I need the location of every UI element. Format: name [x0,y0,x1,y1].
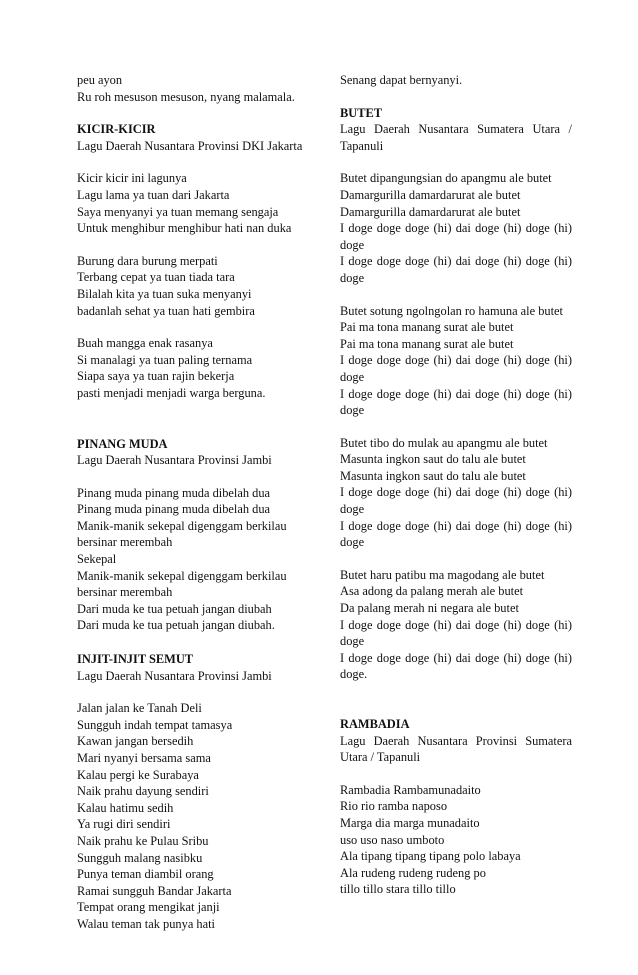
lyric-line: Butet sotung ngolngolan ro hamuna ale butet [340,303,563,318]
lyric-line: Manik-manik sekepal digenggam berkilau [77,568,287,583]
lyric-line: Butet haru patibu ma magodang ale butet [340,567,545,582]
lyric-line: Kalau hatimu sedih [77,800,174,815]
lyric-line: Mari nyanyi bersama sama [77,751,211,765]
song-subtitle: Lagu Daerah Nusantara Provinsi Sumatera Utara / Tapanuli [340,733,572,765]
lyric-line: Ru roh mesuson mesuson, nyang malamala. [77,89,295,104]
lyric-line: Walau teman tak punya hati [77,916,216,931]
song-title-injit-injit-semut: INJIT-INJIT SEMUT [77,652,194,667]
lyric-line: Butet tibo do mulak au apangmu ale butet [340,435,548,450]
left-column [77,72,313,933]
lyric-line: Butet dipangungsian do apangmu ale butet [340,171,552,186]
song-subtitle: Lagu Daerah Nusantara Provinsi DKI Jakarta [77,138,303,153]
lyric-line: Siapa saya ya tuan rajin bekerja [77,369,235,384]
lyric-line: Marga dia marga munadaito [340,815,480,830]
lyric-line: Ala rudeng rudeng rudeng po [340,865,486,880]
lyric-line: Rio rio ramba naposo [340,799,448,814]
lyric-line: I doge doge doge (hi) dai doge (hi) doge (hi) doge [340,353,572,384]
lyric-line: Pai ma tona manang surat ale butet [340,336,514,351]
lyric-line: Kalau pergi ke Surabaya [77,767,199,782]
lyric-line: Ramai sungguh Bandar Jakarta [77,883,232,898]
lyric-line: peu ayon [77,73,123,87]
right-column [340,72,572,898]
song-title-butet: BUTET [340,105,383,120]
lyric-line: Masunta ingkon saut do talu ale butet [340,452,526,467]
song-subtitle: Lagu Daerah Nusantara Provinsi Jambi [77,668,272,683]
lyric-line: bersinar merembah [77,585,173,600]
lyric-line: Sungguh indah tempat tamasya [77,717,233,732]
song-title-pinang-muda: PINANG MUDA [77,436,168,451]
lyric-line: tillo tillo stara tillo tillo [340,882,456,897]
lyric-line: I doge doge doge (hi) dai doge (hi) doge (hi) doge. [340,650,572,682]
song-title-kicir-kicir: KICIR-KICIR [77,122,156,137]
lyric-line: Damargurilla damardarurat ale butet [340,187,521,202]
lyric-line: Pai ma tona manang surat ale butet [340,320,514,335]
lyric-line: Untuk menghibur menghibur hati nan duka [77,221,292,236]
lyric-line: Saya menyanyi ya tuan memang sengaja [77,204,279,219]
song-title-rambadia: RAMBADIA [340,717,410,731]
lyric-line: Bilalah kita ya tuan suka menyanyi [77,286,252,301]
lyric-line: Tempat orang mengikat janji [77,900,220,915]
lyric-line: badanlah sehat ya tuan hati gembira [77,303,255,318]
lyric-line: I doge doge doge (hi) dai doge (hi) doge (hi) doge [340,617,572,649]
lyric-line: I doge doge doge (hi) dai doge (hi) doge (hi) doge [340,254,572,285]
lyric-line: pasti menjadi menjadi warga berguna. [77,385,266,400]
lyric-line: Dari muda ke tua petuah jangan diubah [77,601,272,616]
lyric-line: Kicir kicir ini lagunya [77,171,187,186]
lyric-line: Punya teman diambil orang [77,867,214,882]
song-subtitle: Lagu Daerah Nusantara Sumatera Utara / Tapanuli [340,122,572,153]
lyric-line: Burung dara burung merpati [77,253,218,268]
lyric-line: Senang dapat bernyanyi. [340,73,463,87]
lyric-line: Kawan jangan bersedih [77,734,194,749]
lyric-line: Manik-manik sekepal digenggam berkilau [77,518,287,533]
lyric-line: Sungguh malang nasibku [77,850,203,865]
lyric-line: Naik prahu ke Pulau Sribu [77,833,209,848]
lyric-line: Damargurilla damardarurat ale butet [340,204,521,219]
lyric-line: Terbang cepat ya tuan tiada tara [77,270,235,285]
lyric-line: I doge doge doge (hi) dai doge (hi) doge (hi) doge [340,386,572,418]
lyric-line: I doge doge doge (hi) dai doge (hi) doge (hi) doge [340,221,572,252]
lyric-line: Naik prahu dayung sendiri [77,784,209,799]
lyric-line: Ala tipang tipang tipang polo labaya [340,849,521,864]
lyric-line: Pinang muda pinang muda dibelah dua [77,502,271,517]
lyric-line: Sekepal [77,552,117,567]
lyric-line: Lagu lama ya tuan dari Jakarta [77,187,230,202]
lyric-line: uso uso naso umboto [340,832,445,847]
lyric-line: bersinar merembah [77,535,173,550]
lyric-line: I doge doge doge (hi) dai doge (hi) doge (hi) doge [340,485,572,517]
lyric-line: Asa adong da palang merah ale butet [340,584,524,599]
lyric-line: Masunta ingkon saut do talu ale butet [340,468,526,483]
lyric-line: Ya rugi diri sendiri [77,817,171,832]
lyric-line: Rambadia Rambamunadaito [340,782,481,797]
lyric-line: Si manalagi ya tuan paling ternama [77,352,253,367]
lyric-line: Dari muda ke tua petuah jangan diubah. [77,618,275,633]
lyric-line: Pinang muda pinang muda dibelah dua [77,485,271,500]
lyric-line: Buah mangga enak rasanya [77,336,213,351]
song-subtitle: Lagu Daerah Nusantara Provinsi Jambi [77,453,272,468]
lyric-line: I doge doge doge (hi) dai doge (hi) doge (hi) doge [340,518,572,550]
lyric-line: Da palang merah ni negara ale butet [340,601,519,616]
lyric-line: Jalan jalan ke Tanah Deli [77,701,202,716]
